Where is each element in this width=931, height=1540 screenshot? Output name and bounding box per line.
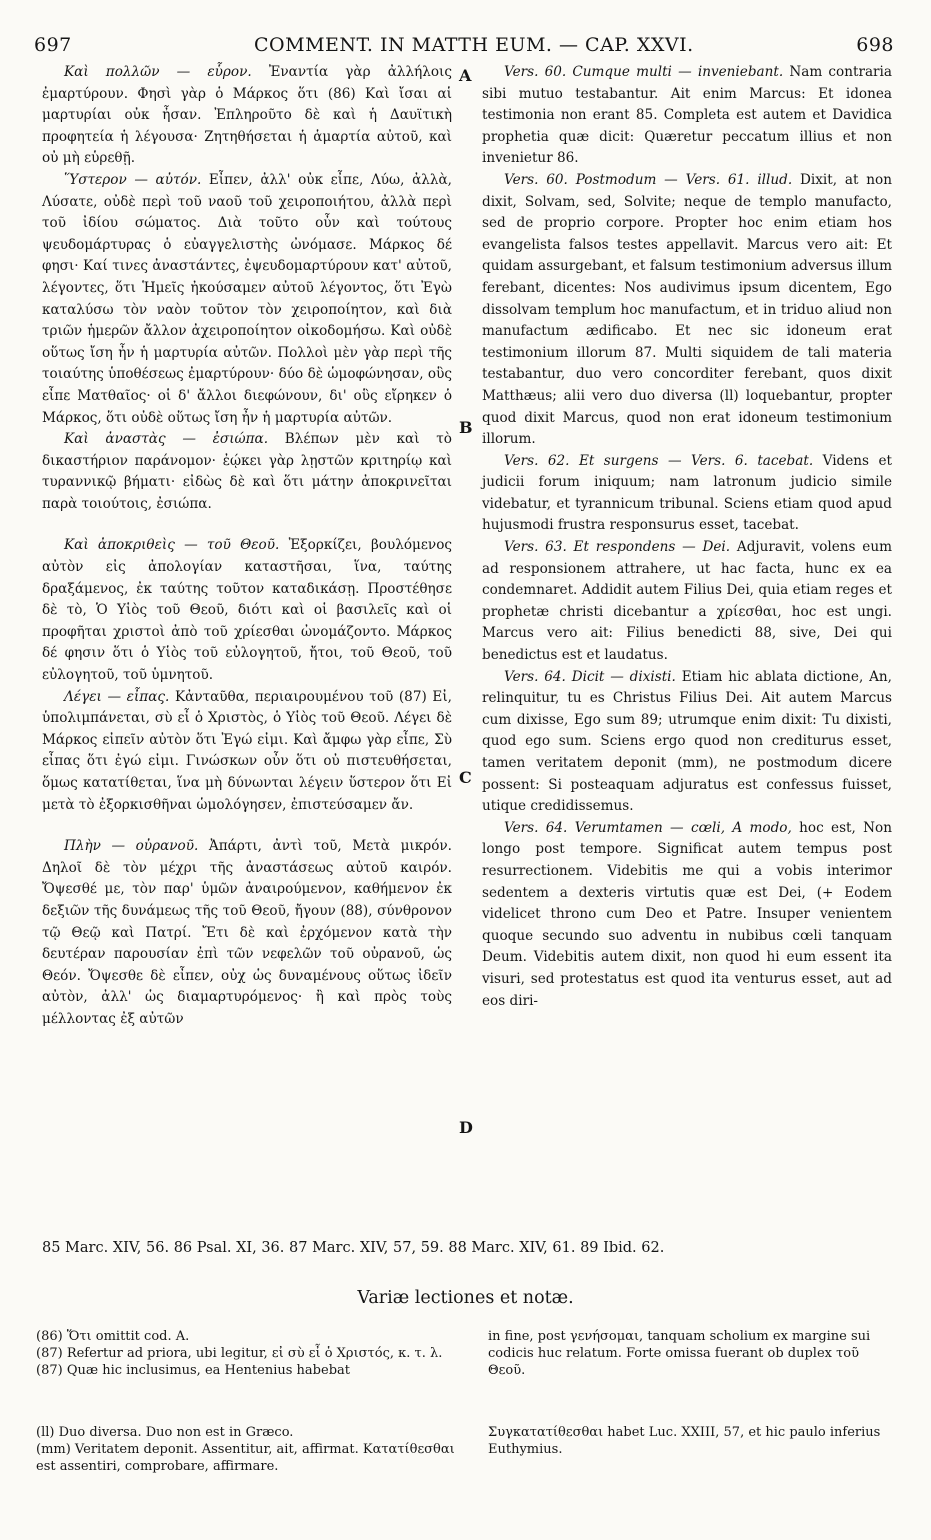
page-number-right: 698 xyxy=(856,34,894,56)
page-number-left: 697 xyxy=(34,34,72,56)
greek-text: Ἀπάρτι, ἀντὶ τοῦ, Μετὰ μικρόν. Δηλοῖ δὲ τὸν μέχρι τῆς ἀναστάσεως αὐτοῦ καιρόν. Ὄψεσθέ με, τὸν παρ' ὑμῶν ἀναιρούμενον, καθήμενον ἐκ δεξιῶν τῆς δυνάμεως τῆς τοῦ Θεοῦ, ἤγουν (88), σύνθρονον τῷ Θεῷ καὶ Πατρί. Ἔτι δὲ καὶ ἐρχόμενον κατὰ τὴν δευτέραν παρουσίαν ἐπὶ τῶν νεφελῶν τοῦ οὐρανοῦ, ὡς Θεόν. Ὄψεσθε δὲ εἶπεν, οὐχ ὡς δυναμένους οὕτως ἰδεῖν αὐτὸν, ἀλλ' ὡς διαμαρτυρόμενος· ἢ καὶ πρὸς τοὺς μέλλοντας ἐξ αὐτῶν xyxy=(42,838,452,1027)
notes-left-block-1 xyxy=(36,1328,466,1379)
notes-section-title: Variæ lectiones et notæ. xyxy=(357,1288,574,1308)
latin-lemma: Vers. 62. Et surgens — Vers. 6. tacebat. xyxy=(504,452,814,469)
greek-lemma: Καὶ ἀποκριθεὶς — τοῦ Θεοῦ. xyxy=(64,537,280,554)
latin-text: Videns et judicii forum iniquum; nam latronum judicio simile videbatur, et tyrannicum tribunal. Sciens etiam quod apud hujusmodi frustra responsurus esset, tacebat. xyxy=(482,452,892,534)
greek-text: Κἀνταῦθα, περιαιρουμένου τοῦ (87) Εἰ, ὑπολιμπάνεται, σὺ εἶ ὁ Χριστὸς, ὁ Υἱὸς τοῦ Θεοῦ. Λέγει δὲ Μάρκος εἰπεῖν αὐτὸν ὅτι Ἐγώ εἰμι. Καὶ ἄμφω γὰρ εἶπε, Σὺ εἶπας ὅτι ἐγώ εἰμι. Γινώσκων οὖν ὅτι οὐ πιστευθήσεται, ὅμως κατατίθεται, ἵνα μὴ δύνωνται λέγειν ὕστερον ὅτι Εἰ μετὰ τὸ ἐξορκισθῆναι ὡμολόγησεν, ἐπιστεύσαμεν ἄν. xyxy=(42,688,452,813)
latin-text: Adjuravit, volens eum ad responsionem attrahere, ut hac facta, hunc ex ea condemnaret. Addidit autem Filius Dei, quia etiam reges et prophetæ christi dicebantur a χρίεσθαι, hoc est ungi. Marcus vero ait: Filius benedicti 88, sive, Dei qui benedictus est et laudatus. xyxy=(482,539,892,664)
greek-text: Ἐξορκίζει, βουλόμενος αὐτὸν εἰς ἀπολογίαν καταστῆσαι, ἵνα, ταύτης δραξάμενος, ἐκ ταύτης τοῦτον καταδικάσῃ. Προστέθησε δὲ τὸ, Ὁ Υἱὸς τοῦ Θεοῦ, διότι καὶ οἱ βασιλεῖς καὶ οἱ προφῆται χριστοὶ ἀπὸ τοῦ χρίεσθαι ὠνομάζοντο. Μάρκος δέ φησιν ὅτι ὁ Υἱὸς τοῦ εὐλογητοῦ, ἤτοι, τοῦ Θεοῦ, τοῦ εὐλογητοῦ, τοῦ ὑμνητοῦ. xyxy=(42,537,452,684)
latin-text: Nam contraria sibi mutuo testabantur. Ait enim Marcus: Et idonea testimonia non erant 85. Completa est autem et Davidica prophetia quæ dicit: Quæretur peccatum illius et non invenietur 86. xyxy=(482,64,892,167)
note-line: in fine, post γενήσομαι, tanquam scholium ex margine sui codicis huc relatum. Forte omissa fuerant ob duplex τοῦ Θεοῦ. xyxy=(488,1329,871,1378)
latin-paragraph xyxy=(482,818,892,1012)
notes-right-block-2 xyxy=(488,1424,893,1458)
greek-lemma: Καὶ πολλῶν — εὗρον. xyxy=(64,64,252,80)
latin-lemma: Vers. 63. Et respondens — Dei. xyxy=(504,539,731,556)
greek-lemma: Πλὴν — οὐρανοῦ. xyxy=(64,838,199,855)
note-line: (mm) Veritatem deponit. Assentitur, ait, affirmat. Κατατίθεσθαι est assentiri, comprobare, affirmare. xyxy=(36,1442,455,1474)
latin-text: Dixit, at non dixit, Solvam, sed, Solvite; neque de templo manufacto, sed de proprio corpore. Propter hoc enim etiam hos evangelista falsos testes appellavit. Marcus vero ait: Et quidam assurgebant, et falsum testimonium adversus illum ferebant, dicentes: Nos audivimus ipsum dicentem, Ego dissolvam templum hoc manufactum, et in triduo aliud non manufactum ædificabo. Et nec sic idoneum erat testimonium illorum 87. Multi siquidem de tali materia testabantur, duo vero concorditer ferebant, quos dixit Matthæus; alii vero duo diversa (ll) loquebantur, propter quod dixit Marcus, quod non erat idoneum testimonium illorum. xyxy=(482,171,892,448)
note-line: Συγκατατίθεσθαι habet Luc. XXIII, 57, et hic paulo inferius Euthymius. xyxy=(488,1425,881,1457)
greek-lemma: Ὕστερον — αὐτόν. xyxy=(64,171,202,188)
note-line: (86) Ὅτι omittit cod. A. xyxy=(36,1329,190,1344)
margin-marker-c: C xyxy=(459,768,472,787)
note-line: (87) Refertur ad priora, ubi legitur, εἰ σὺ εἶ ὁ Χριστός, κ. τ. λ. xyxy=(36,1346,443,1361)
greek-paragraph xyxy=(42,687,452,817)
greek-text: Ἐναντία γὰρ ἀλλήλοις ἐμαρτύρουν. Φησὶ γὰρ ὁ Μάρκος ὅτι (86) Καὶ ἴσαι αἱ μαρτυρίαι οὐκ ἦσαν. Ἐπληροῦτο δὲ καὶ ἡ Δαυϊτικὴ προφητεία ἡ λέγουσα· Ζητηθήσεται ἡ ἁμαρτία αὐτοῦ, καὶ οὐ μὴ εὑρεθῇ. xyxy=(42,64,452,167)
greek-paragraph xyxy=(42,836,452,1030)
latin-lemma: Vers. 64. Verumtamen — cœli, A modo, xyxy=(504,819,792,836)
latin-lemma: Vers. 60. Cumque multi — inveniebant. xyxy=(504,64,784,80)
greek-paragraph xyxy=(42,535,452,686)
margin-marker-d: D xyxy=(459,1118,473,1137)
greek-lemma: Λέγει — εἶπας. xyxy=(64,688,170,705)
margin-marker-b: B xyxy=(459,418,473,437)
greek-paragraph xyxy=(42,62,452,170)
latin-text: Etiam hic ablata dictione, An, relinquitur, tu es Christus Filius Dei. Ait autem Marcus cum dixisse, Ego sum 89; utrumque enim dixit: Tu dixisti, quod ego sum. Sciens ergo quod non crediturus esset, tamen veritatem deponit (mm), ne postmodum dicere possent: Si posteaquam adjuratus est confessus fuisset, utique credidissemus. xyxy=(482,668,892,815)
greek-text: Βλέπων μὲν καὶ τὸ δικαστήριον παράνομον· ἐῴκει γὰρ λῃστῶν κριτηρίῳ καὶ τυραννικῷ βήματι· εἰδὼς δὲ καὶ ὅτι μάτην ἀποκρινεῖται παρὰ τοιούτοις, ἐσιώπα. xyxy=(42,431,452,512)
margin-marker-a: A xyxy=(459,66,472,85)
latin-column xyxy=(482,62,892,1012)
latin-lemma: Vers. 60. Postmodum — Vers. 61. illud. xyxy=(504,171,793,188)
latin-paragraph xyxy=(482,451,892,537)
note-line: (ll) Duo diversa. Duo non est in Græco. xyxy=(36,1425,294,1440)
notes-left-block-2 xyxy=(36,1424,466,1475)
greek-text: Εἶπεν, ἀλλ' οὐκ εἶπε, Λύω, ἀλλὰ, Λύσατε, οὐδὲ περὶ τοῦ ναοῦ τοῦ χειροποιήτου, ἀλλὰ περὶ τοῦ ἰδίου σώματος. Διὰ τοῦτο οὖν καὶ τούτους ψευδομάρτυρας ὁ εὐαγγελιστὴς ὠνόμασε. Μάρκος δέ φησι· Καί τινες ἀναστάντες, ἐψευδομαρτύρουν κατ' αὐτοῦ, λέγοντες, ὅτι Ἡμεῖς ἠκούσαμεν αὐτοῦ λέγοντος, ὅτι Ἐγὼ καταλύσω τὸν ναὸν τοῦτον τὸν χειροποίητον, καὶ διὰ τριῶν ἡμερῶν ἄλλον ἀχειροποίητον οἰκοδομήσω. Καὶ οὐδὲ οὕτως ἴση ἦν ἡ μαρτυρία αὐτῶν. Πολλοὶ μὲν γὰρ περὶ τῆς τοιαύτης ὑποθέσεως ἐμαρτύρουν· δύο δὲ ὡμοφώνησαν, οὓς εἶπε Ματθαῖος· οἱ δ' ἄλλοι διεφώνουν, δι' οὓς εἴρηκεν ὁ Μάρκος, ὅτι οὐδὲ οὕτως ἴση ἦν ἡ μαρτυρία αὐτῶν. xyxy=(42,171,452,426)
note-line: (87) Quæ hic inclusimus, ea Hentenius habebat xyxy=(36,1363,350,1378)
greek-paragraph xyxy=(42,429,452,515)
notes-right-block-1 xyxy=(488,1328,893,1379)
running-title: COMMENT. IN MATTH EUM. — CAP. XXVI. xyxy=(254,34,694,56)
latin-paragraph xyxy=(482,170,892,451)
latin-paragraph xyxy=(482,667,892,818)
latin-paragraph xyxy=(482,62,892,170)
latin-text: hoc est, Non longo post tempore. Significat autem tempus post resurrectionem. Videbitis me qui a vobis interimor sedentem a dexteris virtutis quæ est Dei, (+ Eodem videlicet throno cum Deo et Patre. Insuper venientem quoque secundo suo adventu in nubibus cœli tanquam Deum. Videbitis autem dixit, non quod hi eum essent ita visuri, sed protestatus est quod ita venturus esset, aut ad eos diri- xyxy=(482,819,892,1009)
greek-paragraph xyxy=(42,170,452,429)
greek-lemma: Καὶ ἀναστὰς — ἐσιώπα. xyxy=(64,431,269,448)
greek-column xyxy=(42,62,452,1031)
latin-paragraph xyxy=(482,537,892,667)
running-header xyxy=(34,34,894,60)
footnote-references: 85 Marc. XIV, 56. 86 Psal. XI, 36. 87 Marc. XIV, 57, 59. 88 Marc. XIV, 61. 89 Ibid. 62. xyxy=(42,1240,665,1256)
latin-lemma: Vers. 64. Dicit — dixisti. xyxy=(504,668,676,685)
